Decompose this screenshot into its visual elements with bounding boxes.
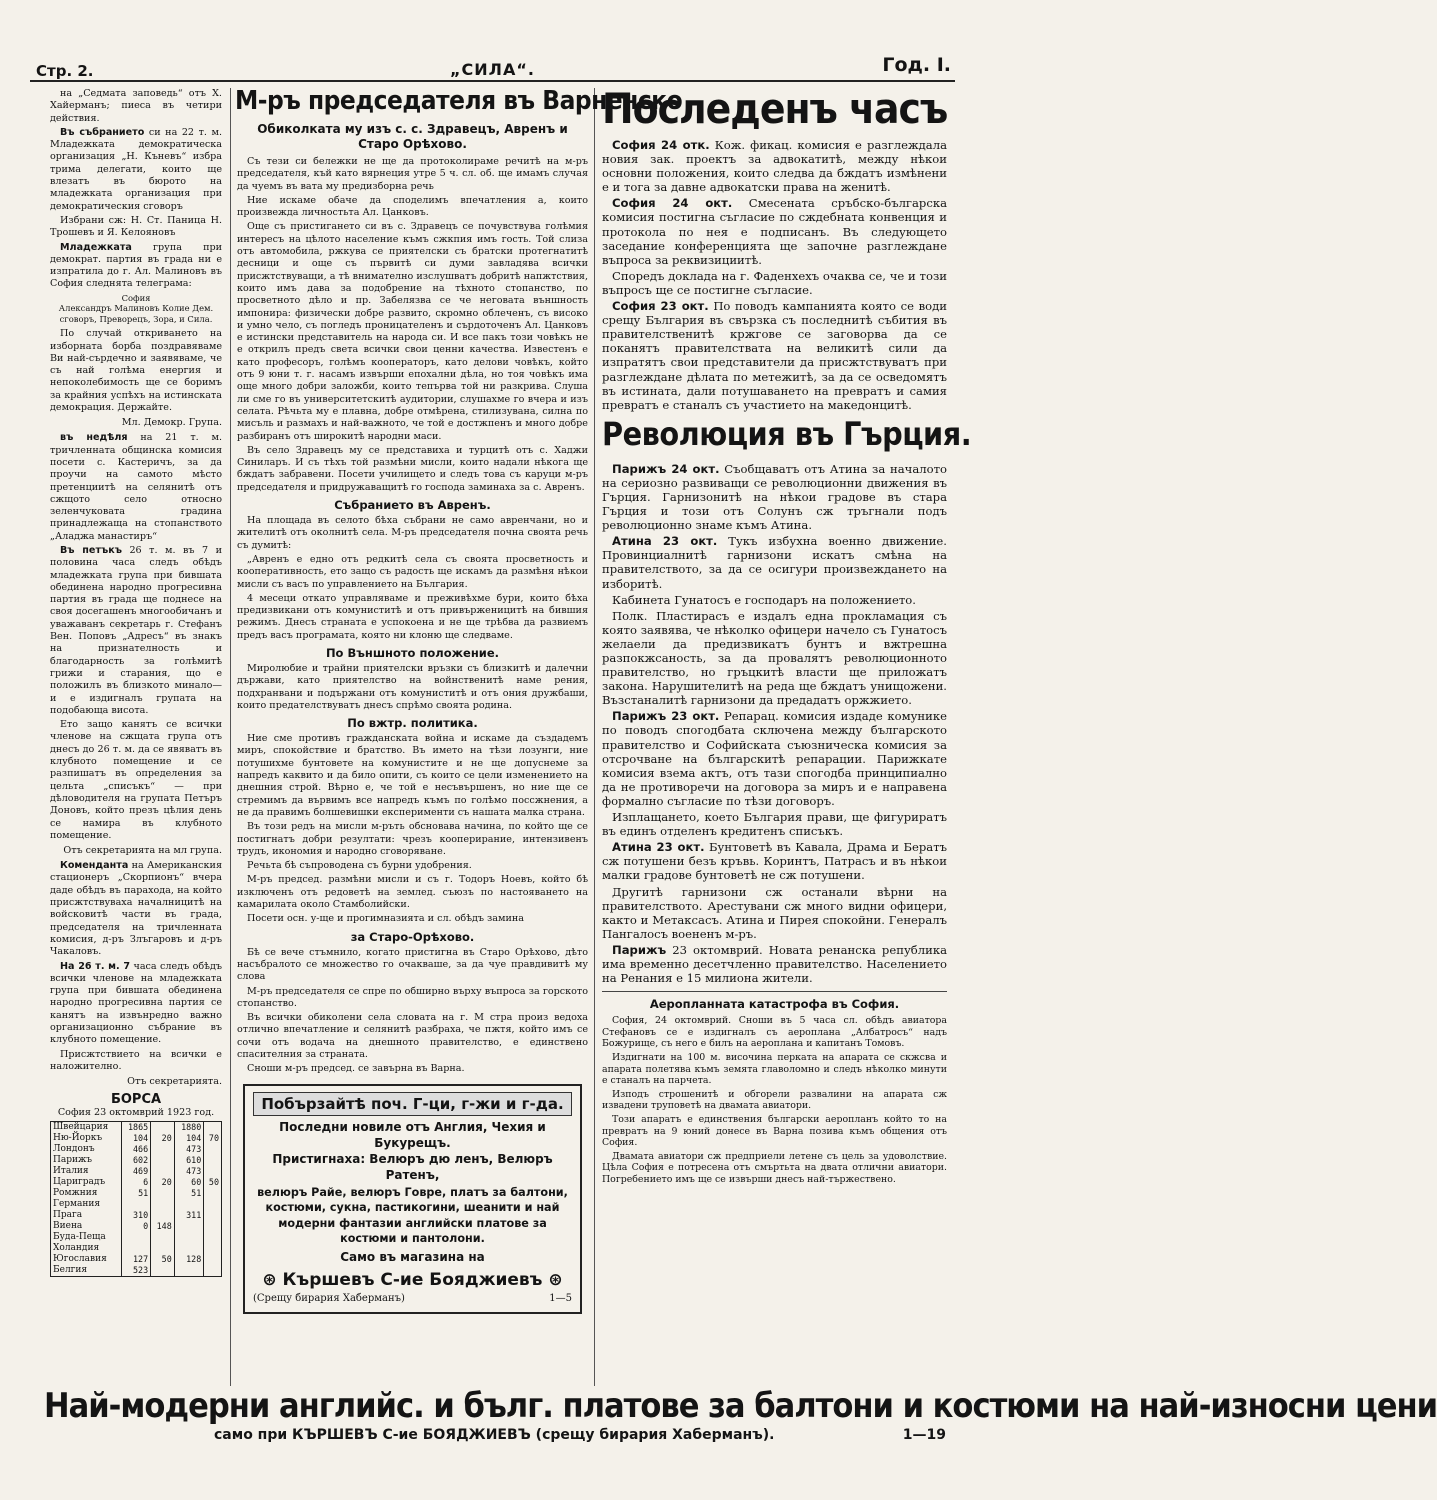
exchange-rate [151, 1199, 175, 1210]
exchange-row [51, 1122, 222, 1133]
exchange-currency: Белгия [51, 1265, 122, 1276]
exchange-rate [204, 1265, 222, 1276]
article-lead: въ недѣля [60, 432, 128, 444]
exchange-rate: 310 [121, 1210, 151, 1221]
news-dateline: Парижъ 24 окт. [612, 461, 720, 476]
exchange-rate [151, 1166, 175, 1177]
article-text: М-ръ председателя се спре по обширно върху въпроса за горското стопанство. [237, 985, 588, 1009]
article-text: Двамата авиатори сж предприели летене съ цель за удоволствие. Цѣла София е потресена отъ смъртьта на двата отлични авиатори. Погребението имъ ще се извърши днесъ най-тържествено. [602, 1150, 947, 1185]
article-text: Посети осн. у-ще и прогимназията и сл. обѣдъ замина [247, 913, 524, 925]
news-item: Споредъ доклада на г. Фаденхехъ очаква се, че и този въпросъ ще се постигне съгласие. [602, 268, 947, 297]
exchange-rate [174, 1243, 204, 1254]
exchange-currency: Швейцария [51, 1122, 122, 1133]
exchange-currency: Ромжния [51, 1188, 122, 1199]
exchange-rate [121, 1199, 151, 1210]
section-title-revolution: Революция въ Гърция. [602, 414, 972, 453]
exchange-currency: Буда-Пеща [51, 1232, 122, 1243]
section-heading: По Външното положение. [325, 645, 500, 660]
article-lead: Младежката [60, 241, 132, 253]
advertisement [243, 1084, 582, 1314]
exchange-currency: Югославия [51, 1254, 122, 1265]
exchange-currency: Прага [51, 1210, 122, 1221]
article-text: Ето защо канятъ се всички членове на сжщата група отъ днесъ до 26 т. м. да се явяватъ въ клубното помещение и се разпишатъ въ определения за цельта „списъкъ“ — при дѣловодителя на групата Петъръ Доновъ, който презъ цѣлия день се намира въ клубното помещение. [50, 719, 222, 841]
page-header [30, 52, 955, 82]
ad-text: Последни новиле отъ Англия, Чехия и Букурещъ. [279, 1119, 546, 1150]
article-text: На площада въ селото бѣха събрани не само авренчани, но и жителитѣ отъ околнитѣ села. М-ръ председателя почна своята речь съ думитѣ: [237, 515, 588, 551]
article-title: Аеропланната катастрофа въ София. [602, 991, 947, 1011]
news-dateline: Атина 23 окт. [612, 534, 718, 549]
exchange-rate [151, 1232, 175, 1243]
exchange-row [51, 1177, 222, 1188]
ad-text: Пристигнаха: Велюръ дю ленъ, Велюръ Ратенъ, [272, 1151, 553, 1182]
news-item: Кабинета Гунатосъ е господаръ на положението. [612, 592, 916, 607]
banner-headline: Най-модерни английс. и бълг. платове за балтони и костюми на най-износни цени [44, 1386, 1437, 1426]
column-right [602, 84, 972, 1386]
banner-shop: само при КЪРШЕВЪ С-ие БОЯДЖИЕВЪ (срещу бирария Хаберманъ). [214, 1427, 775, 1443]
article-text: М-ръ председ. размѣни мисли и съ г. Тодоръ Ноевъ, който бѣ изключенъ отъ редоветѣ на землед. съюзъ по настояването на камарилата около Стамболийски. [237, 874, 588, 911]
exchange-row [51, 1188, 222, 1199]
article-title: М-ръ председателя въ Варненско [235, 86, 683, 116]
article-text: на „Седмата заповедь“ отъ Х. Хайерманъ; пиеса въ четири действия. [50, 88, 222, 124]
exchange-rate: 70 [204, 1133, 222, 1144]
exchange-rate: 127 [121, 1254, 151, 1265]
article-subtitle: Обиколката му изъ с. с. Здравецъ, Авренъ и Старо Орѣхово. [257, 122, 568, 151]
exchange-rate [204, 1155, 222, 1166]
exchange-rate: 1865 [121, 1122, 151, 1133]
ad-headline: Побързайтѣ поч. Г-ци, г-жи и г-да. [253, 1092, 572, 1116]
column-left [50, 88, 222, 1386]
exchange-rate: 602 [121, 1155, 151, 1166]
exchange-row [51, 1166, 222, 1177]
exchange-row [51, 1199, 222, 1210]
section-heading: за Старо-Орѣхово. [350, 929, 475, 944]
exchange-rate: 473 [174, 1166, 204, 1177]
exchange-currency: Германия [51, 1199, 122, 1210]
exchange-rate: 50 [151, 1254, 175, 1265]
exchange-rate [204, 1144, 222, 1155]
article-text: 4 месеци откато управляваме и преживѣхме бури, които бѣха предизвикани отъ комуниститѣ и отъ привърженицитѣ на бившия режимъ. Днесъ страната е успокоена и не ще трѣбва да развиемъ предъ васъ програмата, която ни клоню ще следваме. [237, 592, 588, 641]
exchange-rate: 104 [174, 1133, 204, 1144]
exchange-rate: 104 [121, 1133, 151, 1144]
article-lead: Въ петъкъ [60, 545, 122, 556]
article-text: София, 24 октомврий. Сноши въ 5 часа сл. обѣдъ авиатора Стефановъ се е издигналъ съ аероплана „Албатросъ“ надъ Божурище, съ него е билъ на аероплана и капитанъ Томовъ. [602, 1015, 947, 1050]
exchange-rate: 0 [121, 1221, 151, 1232]
news-dateline: София 23 окт. [612, 299, 709, 314]
exchange-rate [151, 1122, 175, 1133]
news-item: София 23 окт. По поводъ кампанията която се води срещу България въ свързка съ последнитѣ събития въ правителственитѣ кржгове се заговорва да се поканятъ правителствата на великитѣ сили да изпратятъ свои представители да присжтствуватъ при разглеждане дѣлата по метежитѣ, за да се осведомятъ въ истината, дали потушаването на превратъ и самия превратъ е станалъ съ участието на македонцитѣ. [602, 299, 947, 412]
article-text: Издигнати на 100 м. височина перката на апарата се скжсва и апарата полетява къмъ земята главоломно и следъ нѣколко минути е станалъ на парчета. [602, 1051, 947, 1087]
news-item: Парижъ 23 октомврий. Новата ренанска република има временно десетчленно правителство. Населението на Ренания е 15 милиона жители. [602, 942, 947, 986]
article-text: Ние сме противъ гражданската война и искаме да създадемъ миръ, спокойствие и братство. Въ името на тѣзи лозунги, ние потушихме бунтовете на комунистите и не ще допуснеме за напредъ каквито и да било опити, съ които се цели изменението на днешния строй. Вѣрно е, че той е несъвършенъ, но ние ще се стремимъ да вървимъ все напредъ къмъ по голѣмо поссжнения, а не да правимъ болшевишки експерименти съ нашата малка страна. [237, 733, 588, 818]
article-text: „Авренъ е едно отъ редкитѣ села съ своята просветность и кооперативность, ето защо съ радость ще искамъ да размѣня нѣкои мисли съ васъ по управлението на България. [237, 553, 588, 590]
news-item: Парижъ 23 окт. Репарац. комисия издаде комунике по поводъ спогодбата сключена между българското правителство и Софийската съюзническа комисия за отсрочване на българскитѣ репарации. Парижкатe комисия взема актъ, отъ тази спогодба принципиално да не противоречи на договора за миръ и е направена формално съгласие по тѣзи договоръ. [602, 709, 947, 808]
exchange-rate [121, 1232, 151, 1243]
exchange-rate [151, 1265, 175, 1276]
exchange-rate: 466 [121, 1144, 151, 1155]
banner-number: 1—19 [902, 1427, 946, 1443]
article-text: Въ всички обиколени села словата на г. М стра произ ведоха отлично впечатление и селянитѣ разбраха, че пжтя, който имъ се сочи отъ водача на днешното правителство, е единствено спасителния за страната. [237, 1012, 588, 1060]
exchange-rate [151, 1210, 175, 1221]
exchange-rate: 20 [151, 1133, 175, 1144]
exchange-rate [174, 1199, 204, 1210]
exchange-row [51, 1265, 222, 1276]
news-dateline: София 24 окт. [612, 196, 733, 211]
article-text: По случай откриването на изборната борба поздравяваме Ви най-сърдечно и заявяваме, че съ най голѣма енергия и непоколебимость ще се боримъ за крайния успѣхъ на истинската демокрация. Держайте. [50, 328, 222, 414]
news-item: Полк. Пластирасъ е издалъ една прокламация съ която заявява, че нѣколко офицери начело съ Гунатосъ желаели да предизвикатъ бунтъ и вжтрешна разпокжсаность, за да провалятъ революционното правителство, но гръцкитѣ власти ще приложатъ закона. Нарушителитѣ на реда ще бждатъ унищожени. Възстаналитѣ гарнизони да предадатъ оржжието. [602, 608, 947, 708]
exchange-rate: 6 [121, 1177, 151, 1188]
article-text: Изподъ строшенитѣ и обгорели развалини на апарата сж извадени труповетѣ на двамата авиатори. [602, 1088, 947, 1112]
article-text: Речьта бѣ съпроводена съ бурни удобрения. [247, 860, 472, 872]
article-text: Бѣ се вече стъмнило, когато пристигна въ Старо Орѣхово, дѣто насъбралото се множество го очакваше, за да чуе правдивитѣ му слова [237, 946, 588, 983]
ad-footer [253, 1293, 572, 1304]
bottom-advertisement [44, 1386, 1437, 1444]
exchange-title: БОРСА [110, 1092, 162, 1108]
exchange-currency: Лондонъ [51, 1144, 122, 1155]
article-text: Сноши м-ръ председ. се завърна въ Варна. [247, 1063, 465, 1075]
exchange-rate [174, 1265, 204, 1276]
exchange-rate [151, 1188, 175, 1199]
article-text: Още съ пристигането си въ с. Здравецъ се почувствува голѣмия интересъ на цѣлото население къмъ сжкпия имъ гость. Той слиза отъ автомобила, ржкува се приятелски съ братски протегнатитѣ десници и още съ първитѣ си думи завладява всички присжтствуващи, а тѣ внимателно изслушватъ добритѣ напжтствия, които имъ дава за подобрение на тѣхното стопанство, по просветното дѣло и пр. Забелязва се че неговата външность импонира: физически добре развито, скромно облеченъ, съ високо и умно чело, съ погледъ проницателенъ и сърдоточенъ Ал. Цанковъ е истински представитель на народа си. И все пакъ този човѣкъ не е открилъ предъ света всички свои ценни качества. Известенъ е като професоръ, голѣмъ кооператоръ, като делови човѣкъ, който отъ 9 юни т. г. насамъ извърши епохални дѣла, но тоя човѣкъ има още много добри заложби, които тепърва той ни разкрива. Слуша ли сме го въ университетскитѣ аудитории, слушахме го вчера и изъ селата. Рѣчьта му е плавна, добре отмѣрена, стилизувана, силна по мисъль и размахъ и най-важното, че той е достжпенъ и много добре разбиранъ отъ широкитѣ народни маси. [237, 221, 588, 442]
article-text: На 26 т. м. 7 часа следъ обѣдъ всички членове на младежката група при бившата обединена народно прогресивна партия се канятъ на извънредно важно организационно събрание въ клубното помещение. [50, 960, 222, 1046]
article-text: Ние искаме обаче да споделимъ впечатления а, които произвежда личностьта Ал. Цанковъ. [237, 194, 588, 219]
exchange-rate [204, 1210, 222, 1221]
exchange-table [50, 1121, 222, 1277]
exchange-row [51, 1221, 222, 1232]
exchange-rate [204, 1254, 222, 1265]
exchange-rate [151, 1155, 175, 1166]
signature: Отъ секретарията на мл група. [63, 845, 222, 857]
signature: Мл. Демокр. Група. [121, 417, 222, 429]
exchange-rate: 1880 [174, 1122, 204, 1133]
exchange-rate [204, 1221, 222, 1232]
banner-subline [44, 1426, 956, 1444]
news-dateline: Парижъ [612, 942, 667, 957]
article-text: Коменданта на Американския стационеръ „Скорпионъ“ вчера даде обѣдъ въ парахода, на който присжтствуваха началницитѣ на войсковитѣ части въ града, председателя на тричленната комисия, д-ръ Злъгаровъ и д-ръ Чакаловъ. [50, 860, 222, 958]
exchange-row [51, 1254, 222, 1265]
article-text: Въ този редъ на мисли м-ръть обсновава начина, по който ще се постигнатъ добри резултати: чрезъ кооперирание, интензивенъ трудъ, икономия и народно сговоряване. [237, 821, 588, 857]
ad-number: 1—5 [549, 1292, 572, 1304]
exchange-row [51, 1144, 222, 1155]
signature: Отъ секретарията. [127, 1076, 222, 1088]
article-text: Въ петъкъ 26 т. м. въ 7 и половина часа следъ обѣдъ младежката група при бившата обединена народно прогресивна партия въ града ще поднесе на своя досегашенъ многообичанъ и уважаванъ секретарь г. Стефанъ Вен. Поповъ „Адресъ“ въ знакъ на признателность и благодарность за голѣмитѣ грижи и старания, що е положилъ въ близкото минало—и е издигналъ групата на подобающа висота. [50, 545, 222, 716]
exchange-rate: 51 [121, 1188, 151, 1199]
ad-text: Само въ магазина на [340, 1249, 485, 1264]
exchange-rate: 60 [174, 1177, 204, 1188]
exchange-currency: Виена [51, 1221, 122, 1232]
year-label: Год. I. [882, 54, 951, 76]
exchange-currency: Холандия [51, 1243, 122, 1254]
exchange-rate [204, 1232, 222, 1243]
ad-address: (Срещу бирария Хаберманъ) [253, 1292, 405, 1304]
exchange-rate [121, 1243, 151, 1254]
news-item: Атина 23 окт. Тукъ избухна военно движение. Провинциалнитѣ гарнизони искатъ смѣна на правителството, за да се осигури произвеждането на изборитѣ. [602, 534, 947, 591]
exchange-row [51, 1133, 222, 1144]
exchange-row [51, 1232, 222, 1243]
exchange-rate: 523 [121, 1265, 151, 1276]
page-number: Стр. 2. [36, 62, 94, 80]
article-text: Младежката група при демократ. партия въ града ни е изпратила до г. Ал. Малиновъ въ София следнята телеграма: [50, 241, 222, 290]
news-dateline: Парижъ 23 окт. [612, 709, 720, 724]
exchange-rate [204, 1243, 222, 1254]
section-heading: Събранието въ Авренъ. [334, 498, 491, 513]
exchange-rate: 473 [174, 1144, 204, 1155]
ad-shop-name: ⊛ Кършевъ С-ие Бояджиевъ ⊛ [262, 1269, 563, 1290]
exchange-row [51, 1210, 222, 1221]
article-lead: Коменданта [60, 860, 129, 872]
ad-text: велюръ Райе, велюръ Говре, платъ за балтони, костюми, сукна, пастикогини, шеанити и най модерни фантазии английски платове за костюми и пантолони. [257, 1185, 568, 1246]
exchange-currency: Ню-Йоркъ [51, 1133, 122, 1144]
exchange-currency: Италия [51, 1166, 122, 1177]
exchange-rate: 51 [174, 1188, 204, 1199]
article-lead: Въ събранието [60, 126, 145, 138]
exchange-date: София 23 октомврий 1923 год. [57, 1107, 215, 1119]
article-text: Този апаратъ е единствения български аеропланъ който то на превратъ на 9 юний донесе въ Варна позива къмъ общения отъ София. [602, 1113, 947, 1149]
exchange-rate: 148 [151, 1221, 175, 1232]
article-text: Присжтствието на всички е наложително. [50, 1048, 222, 1072]
exchange-row [51, 1155, 222, 1166]
newspaper-name: „СИЛА“. [450, 60, 535, 79]
exchange-currency: Парижъ [51, 1155, 122, 1166]
telegram: София Александръ Малиновъ Колие Дем. сговоръ, Преворецъ, Зора, и Сила. [58, 292, 214, 324]
exchange-rate: 20 [151, 1177, 175, 1188]
news-item: Другитѣ гарнизони сж останали вѣрни на правителството. Арестувани сж много видни офицери, както и Метаксасъ. Атина и Пирея спокойни. Генералъ Пангалосъ воененъ м-ръ. [602, 884, 947, 941]
exchange-rate [151, 1144, 175, 1155]
exchange-rate [151, 1243, 175, 1254]
news-dateline: Атина 23 окт. [612, 840, 705, 855]
news-dateline: София 24 отк. [612, 138, 710, 152]
news-item: Изплащането, което България прави, ще фигуриратъ въ единъ отделенъ кредитенъ списъкъ. [602, 810, 947, 839]
news-item: Парижъ 24 окт. Съобщаватъ отъ Атина за началото на сериозно развиващи се революционни движения въ Гърция. Гарнизонитѣ на нѣкои градове въ стара Гърция и този отъ Солунъ сж тръгнали подъ революционно знаме къмъ Атина. [602, 461, 947, 533]
exchange-rate [204, 1122, 222, 1133]
exchange-rate: 610 [174, 1155, 204, 1166]
exchange-rate [204, 1166, 222, 1177]
news-item: София 24 окт. Смесената сръбско-българска комисия постигна съгласие по сждебната конвенция и протокола по нея е подписанъ. Въ следующето заседание конференцията ще започне разглеждане въпроса за реквизициитѣ. [602, 196, 947, 267]
section-heading: По вжтр. политика. [347, 716, 478, 731]
article-text: Съ тези си бележки не ще да протоколираме речитѣ на м-ръ председателя, къй като вярнеция утре 5 ч. сл. об. ще имамъ случая да чуемъ въ вата му предизборна речь [237, 156, 588, 192]
article-text: въ недѣля на 21 т. м. тричленната общинска комисия посети с. Кастеричъ, за да проучи на самото мѣсто претенциитѣ на селянитѣ отъ сжщото село относно зеленчуковата градина принадлежаща на стопанството „Аладжа манастиръ“ [50, 432, 223, 542]
exchange-row [51, 1243, 222, 1254]
article-text: Миролюбие и трайни приятелски връзки съ близкитѣ и далечни държави, като приятелство на войнственитѣ наме рения, подхранвани и подържани отъ комуниститѣ и отъ ония дружбаши, които предателствуватъ днесъ спрѣмо своята родина. [237, 662, 588, 711]
article-text: Въ събранието си на 22 т. м. Младежката демократическа организация „Н. Къневъ“ избра трима делегати, които ще влезатъ въ бюрото на младежката организация при демократическия сговоръ [50, 126, 222, 212]
exchange-rate [174, 1221, 204, 1232]
article-text: Въ село Здравецъ му се представиха и турцитѣ отъ с. Хаджи Синиларъ. И съ тѣхъ той размѣни мисли, които надали нѣкога ще бждатъ забравени. Посети училището и следъ това съ каруци м-ръ председателя и придружаващитѣ го господа заминаха за с. Авренъ. [237, 444, 588, 493]
exchange-rate [204, 1199, 222, 1210]
exchange-rate: 311 [174, 1210, 204, 1221]
news-item: Атина 23 окт. Бунтоветѣ въ Кавала, Драма и Бератъ сж потушени безъ кръвь. Коринтъ, Патрасъ и въ нѣкои малки градове бунтоветѣ не сж потушени. [602, 840, 948, 883]
exchange-rate: 128 [174, 1254, 204, 1265]
article-lead: На 26 т. м. 7 [60, 960, 131, 972]
exchange-rate [204, 1188, 222, 1199]
exchange-rate [174, 1232, 204, 1243]
exchange-rate: 469 [121, 1166, 151, 1177]
article-text: Избрани сж: Н. Ст. Паница Н. Трошевъ и Я. Келояновъ [50, 214, 222, 239]
section-title-last-hour: Последенъ часъ [602, 84, 948, 133]
exchange-rate: 50 [204, 1177, 222, 1188]
exchange-currency: Цариградъ [51, 1177, 122, 1188]
news-item: София 24 отк. Кож. фикац. комисия е разглеждала новия зак. проектъ за адвокатитѣ, между нѣкои основни положения, които следва да бждатъ измѣнени е и тога за давне адвокатски права на женитѣ. [602, 138, 947, 195]
